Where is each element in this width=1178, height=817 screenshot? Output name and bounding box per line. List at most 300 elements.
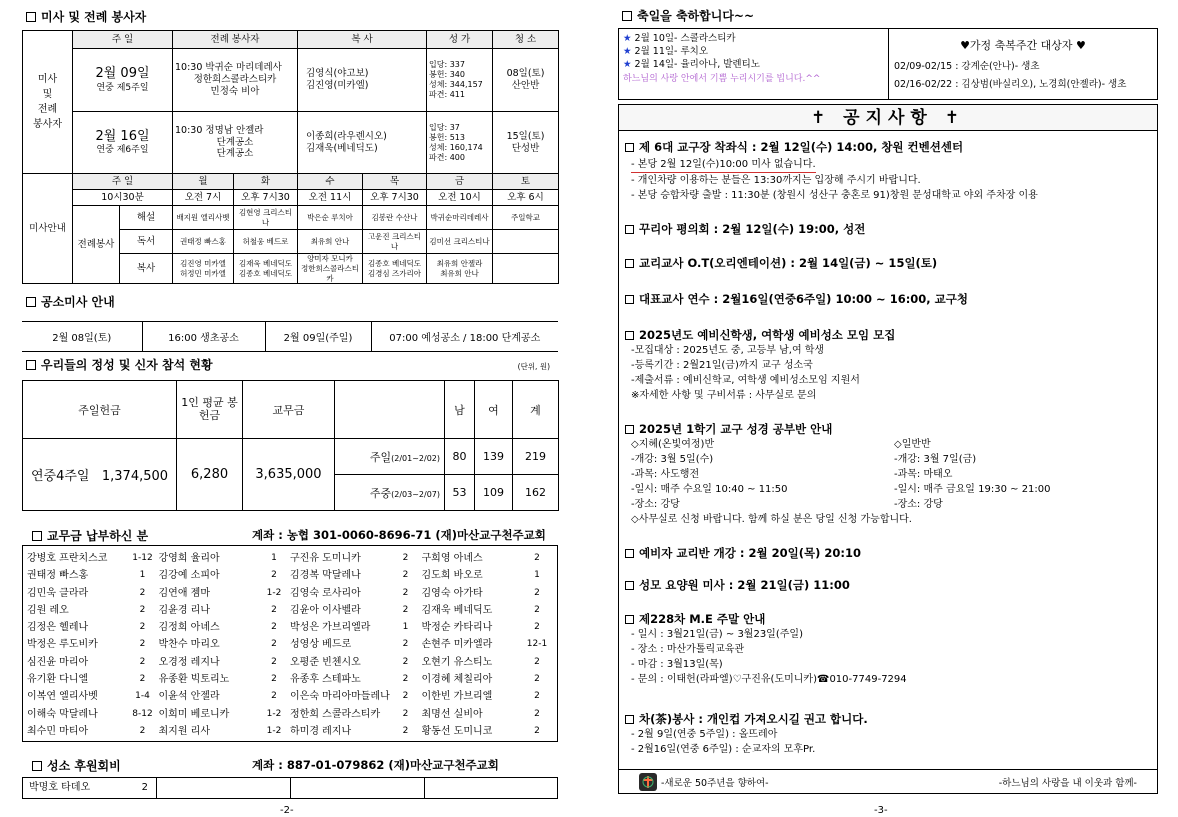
header-avg-offering: 1인 평균 봉헌금 [177,381,243,439]
role-commentator: 해설 [120,206,173,230]
contributor-cell [290,636,422,653]
table-cell: 허철웅 베드로 [234,230,298,254]
sunday-offering-value: 연중4주일 1,374,500 [23,439,177,511]
checkbox-icon [625,331,634,340]
header-male: 남 [445,381,475,439]
contributor-cell [290,585,422,602]
contributor-name: 김윤경 리나 [158,604,210,616]
contributor-months: 12-1 [526,639,548,650]
table-cell: 최유희 안나 [298,230,363,254]
avg-offering-value: 6,280 [177,439,243,511]
guide-header-mon: 월 [173,174,234,190]
table-row [27,654,553,671]
contributor-months: 2 [534,691,540,702]
notice-line: -제출서류 : 예비신학교, 여학생 예비성소모임 지원서 [631,375,860,386]
contributor-cell [422,602,554,619]
contributor-name: 이한빈 가브리엘 [421,691,493,703]
contributor-months: 2 [139,656,146,667]
contributor-name: 이윤석 안젤라 [158,691,220,703]
contributor-name: 하미경 레지나 [290,725,352,737]
contributor-name: 최명선 실비아 [421,708,483,720]
notice-line: - 장소 : 마산가톨릭교육관 [631,644,745,655]
header-blank [335,381,445,439]
gongso-mass-2: 07:00 예성공소 / 18:00 단계공소 [371,322,558,352]
contributor-cell [27,550,159,567]
contributor-cell [27,654,159,671]
header-cleaning: 청 소 [493,31,559,49]
table-row [27,671,553,688]
contributor-cell [159,636,291,653]
notice-header: ✝ 공지사항 ✝ [619,105,1157,131]
notice-line: -일시: 매주 금요일 19:30 ~ 21:00 [894,484,1051,495]
contributor-name: 손현주 미카엘라 [421,639,493,651]
notice-line: -모집대상 : 2025년도 중, 고등부 남,여 학생 [631,345,825,356]
contributor-name: 박정은 루도비카 [27,639,98,651]
contributor-name: 오평준 빈첸시오 [290,656,361,668]
contributor-cell [422,706,554,723]
guide-time-fri: 오전 10시 [427,190,493,206]
kyomu-value: 3,635,000 [243,439,335,511]
sponsor-name: 박명호 타데오 [29,782,91,793]
contributor-months: 2 [534,656,540,667]
contributor-months: 2 [139,604,146,615]
notice-8: 성모 요양원 미사 : 2월 21일(금) 11:00 [625,577,1151,593]
contributor-list [22,545,558,742]
checkbox-icon [625,581,634,590]
contributor-months: 2 [271,604,277,615]
service-label: 전례봉사 [73,206,120,284]
attendance-sunday-label: 주일(2/01~2/02) [335,439,445,475]
guide-header-wed: 수 [298,174,363,190]
contributor-cell [27,706,159,723]
table-cell: 김미선 크리스티나 [427,230,493,254]
notice-box [618,104,1158,794]
header-kyomu: 교무금 [243,381,335,439]
feast-list [619,29,889,99]
contributor-cell [422,671,554,688]
contributor-months: 2 [534,604,540,615]
contributor-months: 1-4 [135,691,150,702]
table-row [27,567,553,584]
table-cell: 최유희 안젤라 최유희 안나 [427,254,493,284]
checkbox-icon [625,143,634,152]
contributor-name: 성영상 베드로 [290,639,352,651]
checkbox-icon [32,761,42,771]
contributor-months: 1 [402,622,409,633]
header-total: 계 [513,381,559,439]
offering-table [22,380,559,511]
contributor-months: 2 [139,587,146,598]
contributor-cell [27,688,159,705]
contributor-months: 1 [534,570,540,581]
header-female: 여 [475,381,513,439]
gongso-title: 공소미사 안내 [26,293,115,310]
contributor-cell [290,567,422,584]
contributor-months: 1 [271,553,277,563]
contributor-cell [290,602,422,619]
contributor-months: 2 [402,708,409,719]
sponsor-title: 성소 후원회비 [32,757,121,774]
contributor-cell [422,688,554,705]
guide-header-sat: 토 [493,174,559,190]
gongso-date-1: 2월 08일(토) [22,322,142,352]
contributor-cell [422,550,554,567]
contributor-name: 김윤아 이사벨라 [290,604,361,616]
attendance-weekday-male: 53 [445,475,475,511]
contributor-name: 구희영 아녜스 [421,553,483,564]
notice-10: 차(茶)봉사 : 개인컵 가져오시길 권고 합니다. - 2월 9일(연중 5주일) : 올뜨레아 - 2월16일(연중 6주일) : 순교자의 모후Pr. [625,711,1151,757]
checkbox-icon [26,12,36,22]
attendance-sunday-total: 219 [513,439,559,475]
checkbox-icon [625,549,634,558]
family-title: ♥가정 축복주간 대상자 ♥ [960,39,1086,52]
contributor-name: 박정순 카타리나 [421,622,493,634]
notice-line: -일시: 매주 수요일 10:40 ~ 11:50 [631,484,788,495]
notice-line: - 2월 9일(연중 5주일) : 올뜨레아 [631,729,778,740]
contributor-cell [290,706,422,723]
guide-time-thu: 오후 7시30 [363,190,427,206]
notice-line: ※자세한 사항 및 구비서류 : 사무실로 문의 [631,390,817,401]
guide-header-sun: 주 일 [73,174,173,190]
star-icon: ★ [623,33,632,44]
notice-line: -과목: 사도행전 [631,469,700,480]
contributor-months: 2 [271,570,277,581]
contributor-cell [27,671,159,688]
family-line: 02/16-02/22 : 김상범(바실리오), 노경희(안젤라)- 생초 [894,79,1127,90]
contributor-name: 김경복 막달레나 [290,570,361,582]
parish-logo-icon [639,773,657,791]
cross-icon: ✝ [810,108,832,128]
contributor-months: 2 [402,553,409,563]
contributor-cell [159,585,291,602]
cross-icon: ✝ [944,108,966,128]
notice-line: -과목: 마태오 [894,469,953,480]
notice-2: 꾸리아 평의회 : 2월 12일(수) 19:00, 성전 [625,221,1151,237]
celebrate-box [618,28,1158,100]
attendance-sunday-female: 139 [475,439,513,475]
mass-stats-1: 입당: 337 봉헌: 340 성체: 344,157 파견: 411 [427,49,493,112]
mass-stats-2: 입당: 37 봉헌: 513 성체: 160,174 파견: 400 [427,112,493,174]
family-line: 02/09-02/15 : 강계순(안나)- 생초 [894,61,1040,72]
contributor-months: 1 [139,570,146,581]
contributor-cell [290,654,422,671]
contributor-name: 김민욱 클라라 [27,587,89,599]
contributor-name: 정한희 스콜라스티카 [290,708,381,720]
contributor-cell [290,550,422,567]
guide-time-tue: 오후 7시30 [234,190,298,206]
contributor-cell [290,619,422,636]
contributor-name: 박찬수 마리오 [158,639,220,651]
list-item: ★ 2월 10일- 스콜라스티카 [623,33,736,44]
altar-servers-1: 김영식(야고보) 김진영(미카엘) [298,49,427,112]
contributor-cell [159,567,291,584]
contributor-months: 1-2 [266,587,282,598]
contributor-cell [159,688,291,705]
guide-header-thu: 목 [363,174,427,190]
sponsor-count: 2 [141,782,148,793]
contributor-name: 이해숙 막달레나 [27,708,98,720]
contributor-name: 이희미 베로니카 [158,708,230,720]
table-cell: 박은순 루치아 [298,206,363,230]
contributor-name: 강병호 프란치스코 [27,553,108,564]
contributor-name: 김강예 소피아 [158,570,220,582]
contributor-name: 유기환 다니엘 [27,674,89,686]
contributor-name: 강영희 율리아 [158,553,220,564]
contributor-cell [422,654,554,671]
offering-title: 우리들의 정성 및 신자 참석 현황 [26,356,213,373]
attendance-weekday-label: 주중(2/03~2/07) [335,475,445,511]
table-row [27,585,553,602]
notice-line: - 본당 승합차량 출발 : 11:30분 (창원시 성산구 충혼로 91)창원 문성대학교 야외 주차장 이용 [631,190,1038,201]
notice-line: -개강: 3월 5일(수) [631,454,714,465]
family-blessing [889,29,1157,99]
contributor-cell [422,567,554,584]
sponsor-empty-cell [291,778,425,798]
notice-line: -장소: 강당 [631,499,680,510]
table-row [27,688,553,705]
contributor-months: 2 [402,604,409,615]
contributor-months: 2 [271,691,277,702]
contributor-name: 김연애 젬마 [158,587,210,599]
mass-side-label: 미사 및 전례 봉사자 [23,31,73,174]
checkbox-icon [625,715,634,724]
contributor-cell [27,619,159,636]
contributor-months: 2 [139,674,146,685]
contributor-name: 김영숙 아가타 [421,587,483,599]
table-row [27,706,553,723]
contributor-cell [422,723,554,740]
contributor-cell [159,671,291,688]
contributor-cell [27,602,159,619]
contributor-name: 김재욱 베네딕도 [421,604,493,616]
table-cell: 김현영 크리스티나 [234,206,298,230]
contributor-months: 1-12 [132,553,153,563]
table-row [27,602,553,619]
contributor-cell [290,723,422,740]
contributor-months: 2 [139,622,146,633]
contributor-months: 2 [271,639,277,650]
table-cell [493,254,559,284]
notice-line: - 문의 : 이태헌(라파엘)♡구진유(도미니카)☎010-7749-7294 [631,674,907,685]
notice-line-highlight: - 본당 2월 12일(수)10:00 미사 없습니다. [631,157,816,173]
contributor-months: 1-2 [266,708,282,719]
contributor-name: 김원 레오 [27,604,69,616]
sponsor-row [22,777,558,799]
table-cell: 배지원 엘리사벳 [173,206,234,230]
contributor-months: 2 [534,708,540,719]
gongso-date-2: 2월 09일(주일) [265,322,371,352]
role-reader: 독서 [120,230,173,254]
list-item: ★ 2월 11일- 루치오 [623,46,709,57]
contributor-months: 2 [271,622,277,633]
footer-motto-right: -하느님의 사랑을 내 이웃과 함께- [998,777,1137,789]
notice-footer [619,769,1157,793]
checkbox-icon [32,531,42,541]
notice-3: 교리교사 O.T(오리엔테이션) : 2월 14일(금) ~ 15일(토) [625,255,1151,271]
contributor-months: 2 [139,639,146,650]
contributor-name: 이은숙 마리아마들레나 [290,691,390,703]
contributor-cell [159,619,291,636]
checkbox-icon [625,259,634,268]
page-number-right: -3- [874,805,888,816]
table-row [27,550,553,567]
checkbox-icon [26,360,36,370]
liturgy-servers-1: 10:30 박귀순 마리데레사 정한희스콜라스티카 민정숙 비아 [173,49,298,112]
contributor-months: 2 [271,674,277,685]
guide-time-sun: 10시30분 [73,190,173,206]
header-liturgy: 전례 봉사자 [173,31,298,49]
mass-date-1: 2월 09일 연중 제5주일 [73,49,173,112]
table-row [27,723,553,740]
checkbox-icon [625,225,634,234]
notice-1: 제 6대 교구장 착좌식 : 2월 12일(수) 14:00, 창원 컨벤션센터 - 본당 2월 12일(수)10:00 미사 없습니다. - 개인차량 이용하는 분들은 13:30까지는 입장해 주시기 바랍니다. - 본당 승합차량 출발 : 11:30분 (창원시 성산구 충혼로 91)창원 문성대학교 야외 주차장 이용 [625,139,1151,203]
contributor-name: 권태정 빠스홍 [27,570,89,582]
table-cell: 주일학교 [493,206,559,230]
guide-header-fri: 금 [427,174,493,190]
altar-servers-2: 이종희(라우렌시오) 김재욱(베네딕도) [298,112,427,174]
contributor-name: 유종환 빅토리노 [158,674,230,686]
header-sunday: 주 일 [73,31,173,49]
notice-5: 2025년도 예비신학생, 여학생 예비성소 모임 모집 -모집대상 : 2025년도 중, 고등부 남,여 학생 -등록기간 : 2월21일(금)까지 교구 성소국 -제출서류 : 예비신학교, 여학생 예비성소모임 지원서 ※자세한 사항 및 구비서류 : 사무실로 문의 [625,327,1151,403]
checkbox-icon [625,615,634,624]
table-cell: 김봉란 수산나 [363,206,427,230]
header-altar: 복 사 [298,31,427,49]
table-cell [493,230,559,254]
contributor-months: 2 [534,587,540,598]
notice-line: -장소: 강당 [894,499,943,510]
contributor-months: 2 [402,570,409,581]
notice-line: ◇일반반 [894,439,931,450]
contributor-cell [159,550,291,567]
contributor-name: 김정은 헬레나 [27,622,89,634]
contributor-cell [27,585,159,602]
gongso-mass-1: 16:00 생초공소 [142,322,265,352]
contributor-cell [422,585,554,602]
notice-line: - 개인차량 이용하는 분들은 13:30까지는 입장해 주시기 바랍니다. [631,175,921,186]
contributor-cell [159,654,291,671]
star-icon: ★ [623,46,632,57]
mass-section-title: 미사 및 전례 봉사자 [26,8,146,25]
contributor-months: 2 [534,725,540,736]
contributor-name: 오경정 레지나 [158,656,220,668]
table-row [27,636,553,653]
notice-6: 2025년 1학기 교구 성경 공부반 안내 ◇지혜(온빛여정)반 -개강: 3월 5일(수) -과목: 사도행전 -일시: 매주 수요일 10:40 ~ 11:50 -장소: 강당 ◇일반반 -개강: 3월 7일(금) -과목: 마태오 -일시: 매주 금요일 19:30 ~ 21:00 -장소: 강당 ◇사무실로 신청 바랍니다. 함께 하실 분은 당일 신청 가능합니다. [625,421,1151,527]
celebrate-title: 축일을 축하합니다~~ [622,7,754,24]
guide-header-tue: 화 [234,174,298,190]
table-cell: 양미자 모니카 정한희스콜라스티카 [298,254,363,284]
contributor-name: 김도희 바오로 [421,570,483,582]
offering-unit: (단위, 원) [517,362,550,371]
sponsor-empty-cell [425,778,557,798]
contributor-months: 2 [139,725,146,736]
contributor-months: 2 [402,656,409,667]
contributor-months: 2 [534,674,540,685]
contributor-months: 1-2 [266,725,282,736]
table-cell: 권태정 빠스홍 [173,230,234,254]
kyomu-title: 교무금 납부하신 분 [32,527,148,544]
contributor-months: 2 [534,622,540,633]
notice-line: - 마감 : 3월13일(목) [631,659,723,670]
contributor-name: 최수민 마티아 [27,725,89,737]
contributor-cell [159,723,291,740]
mass-date-2: 2월 16일 연중 제6주일 [73,112,173,174]
cleaning-1: 08일(토) 산안반 [493,49,559,112]
attendance-weekday-total: 162 [513,475,559,511]
liturgy-servers-2: 10:30 정명남 안젤라 단계공소 단계공소 [173,112,298,174]
sponsor-account: 계좌 : 887-01-079862 (재)마산교구천주교회 [252,758,499,772]
star-icon: ★ [623,59,632,70]
notice-line: - 일시 : 3월21일(금) ~ 3월23일(주일) [631,629,803,640]
notice-9: 제228차 M.E 주말 안내 - 일시 : 3월21일(금) ~ 3월23일(주일) - 장소 : 마산가톨릭교육관 - 마감 : 3월13일(목) - 문의 : 이태헌(라파엘)♡구진유(도미니카)☎010-7749-7294 [625,611,1151,687]
contributor-name: 이복연 엘리사벳 [27,691,98,703]
contributor-cell [27,636,159,653]
contributor-cell [159,602,291,619]
notice-line: ◇지혜(온빛여정)반 [631,439,715,450]
checkbox-icon [625,295,634,304]
contributor-cell [422,619,554,636]
contributor-months: 8-12 [132,708,153,719]
table-cell: 김종호 베네딕도 김경심 즈가리아 [363,254,427,284]
checkbox-icon [26,297,36,307]
contributor-cell [27,567,159,584]
contributor-name: 최지원 리사 [158,725,210,737]
contributor-months: 2 [402,674,409,685]
list-item: ★ 2월 14일- 율리아나, 발렌티노 [623,59,760,70]
attendance-sunday-male: 80 [445,439,475,475]
gongso-table [22,321,558,352]
mass-guide-label: 미사안내 [23,174,73,284]
mass-schedule-table [22,30,559,284]
role-altar: 복사 [120,254,173,284]
contributor-name: 심진윤 마리아 [27,656,89,668]
table-cell: 김재욱 베네딕도 김종호 베네딕도 [234,254,298,284]
contributor-name: 박성은 가브리엘라 [290,622,371,634]
contributor-name: 황동선 도미니코 [421,725,493,737]
contributor-name: 유종후 스테파노 [290,674,361,686]
table-cell: 고운진 크리스티나 [363,230,427,254]
sponsor-empty-cell [157,778,291,798]
guide-time-wed: 오전 11시 [298,190,363,206]
contributor-months: 2 [271,656,277,667]
table-row [27,619,553,636]
checkbox-icon [622,11,632,21]
contributor-cell [27,723,159,740]
guide-time-sat: 오후 6시 [493,190,559,206]
contributor-months: 2 [402,691,409,702]
guide-time-mon: 오전 7시 [173,190,234,206]
contributor-months: 2 [402,587,409,598]
header-choir: 성 가 [427,31,493,49]
checkbox-icon [625,425,634,434]
contributor-name: 구진유 도미니카 [290,553,361,564]
contributor-months: 2 [402,639,409,650]
feast-blessing: 하느님의 사랑 안에서 기쁨 누리시기를 빕니다.^^ [623,74,821,84]
header-sunday-offering: 주일헌금 [23,381,177,439]
footer-motto-left: -새로운 50주년을 향하여- [661,777,769,789]
contributor-name: 이경혜 체칠리아 [421,674,493,686]
table-cell: 박귀순마리데레사 [427,206,493,230]
notice-7: 예비자 교리반 개강 : 2월 20일(목) 20:10 [625,545,1151,561]
contributor-cell [159,706,291,723]
kyomu-account: 계좌 : 농협 301-0060-8696-71 (재)마산교구천주교회 [252,528,546,542]
attendance-weekday-female: 109 [475,475,513,511]
notice-line: ◇사무실로 신청 바랍니다. 함께 하실 분은 당일 신청 가능합니다. [631,514,912,525]
cleaning-2: 15일(토) 단성반 [493,112,559,174]
contributor-months: 2 [402,725,409,736]
page-number-left: -2- [280,805,294,816]
notice-line: - 2월16일(연중 6주일) : 순교자의 모후Pr. [631,744,816,755]
notice-line: -등록기간 : 2월21일(금)까지 교구 성소국 [631,360,813,371]
